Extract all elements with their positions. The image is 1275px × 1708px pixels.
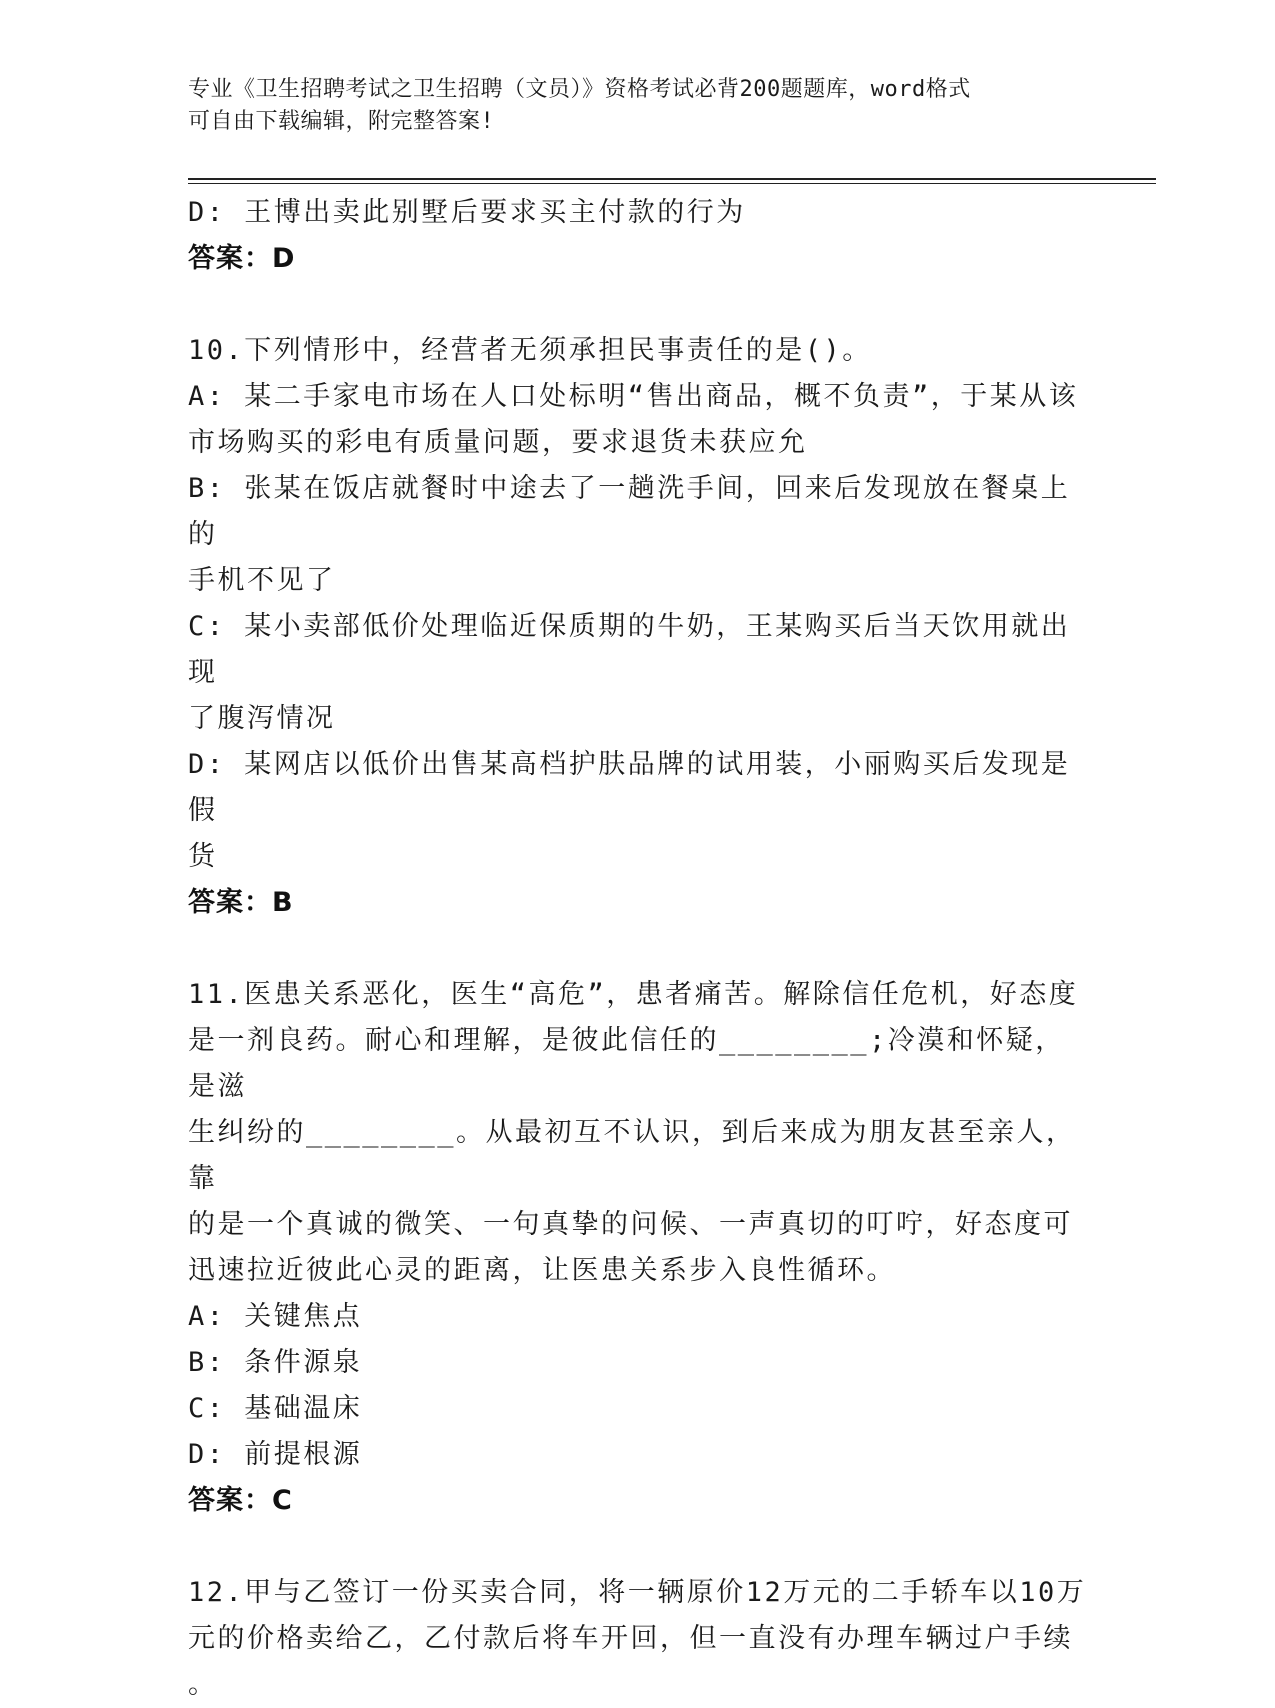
question-stem-line-1: 12.甲与乙签订一份买卖合同，将一辆原价12万元的二手轿车以10万 <box>188 1577 1087 1608</box>
option-d: D: 前提根源 <box>188 1439 363 1470</box>
question-stem-line-2: 是一剂良药。耐心和理解，是彼此信任的________;冷漠和怀疑，是滋 <box>188 1025 1065 1102</box>
answer-line: 答案：C <box>188 1485 293 1516</box>
option-a-line-2: 市场购买的彩电有质量问题，要求退货未获应允 <box>188 427 808 458</box>
answer-line: 答案：B <box>188 887 294 918</box>
header-title-line-2: 可自由下载编辑，附完整答案! <box>188 109 495 134</box>
spacer <box>188 926 1088 972</box>
spacer <box>188 1524 1088 1570</box>
question-9-tail <box>188 190 1088 282</box>
question-stem-line-5: 迅速拉近彼此心灵的距离，让医患关系步入良性循环。 <box>188 1255 896 1286</box>
option-d: D: 王博出卖此别墅后要求买主付款的行为 <box>188 197 746 228</box>
question-stem-line-2: 元的价格卖给乙，乙付款后将车开回，但一直没有办理车辆过户手续 <box>188 1623 1073 1654</box>
header-title-line-1: 专业《卫生招聘考试之卫生招聘（文员）》资格考试必背200题题库，word格式 <box>188 77 971 102</box>
option-b-line-2: 手机不见了 <box>188 565 336 596</box>
question-10 <box>188 328 1088 926</box>
spacer <box>188 282 1088 328</box>
option-c-line-2: 了腹泻情况 <box>188 703 336 734</box>
question-11 <box>188 972 1088 1524</box>
option-c-line-1: C: 某小卖部低价处理临近保质期的牛奶，王某购买后当天饮用就出现 <box>188 611 1071 688</box>
option-d-line-1: D: 某网店以低价出售某高档护肤品牌的试用装，小丽购买后发现是假 <box>188 749 1071 826</box>
question-stem-line-4: 的是一个真诚的微笑、一句真挚的问候、一声真切的叮咛，好态度可 <box>188 1209 1073 1240</box>
question-stem: 10.下列情形中，经营者无须承担民事责任的是()。 <box>188 335 872 366</box>
option-d-line-2: 货 <box>188 841 218 872</box>
option-a: A: 关键焦点 <box>188 1301 363 1332</box>
document-header <box>188 74 1068 138</box>
option-b: B: 条件源泉 <box>188 1347 363 1378</box>
question-stem-line-3: 。 <box>188 1669 218 1700</box>
document-body <box>188 190 1088 1708</box>
question-12 <box>188 1570 1088 1708</box>
header-divider <box>188 178 1156 184</box>
question-stem-line-3: 生纠纷的________。从最初互不认识，到后来成为朋友甚至亲人，靠 <box>188 1117 1076 1194</box>
option-a-line-1: A: 某二手家电市场在人口处标明“售出商品，概不负责”，于某从该 <box>188 381 1079 412</box>
answer-line: 答案：D <box>188 243 296 274</box>
option-b-line-1: B: 张某在饭店就餐时中途去了一趟洗手间，回来后发现放在餐桌上的 <box>188 473 1071 550</box>
question-stem-line-1: 11.医患关系恶化，医生“高危”，患者痛苦。解除信任危机，好态度 <box>188 979 1079 1010</box>
option-c: C: 基础温床 <box>188 1393 363 1424</box>
